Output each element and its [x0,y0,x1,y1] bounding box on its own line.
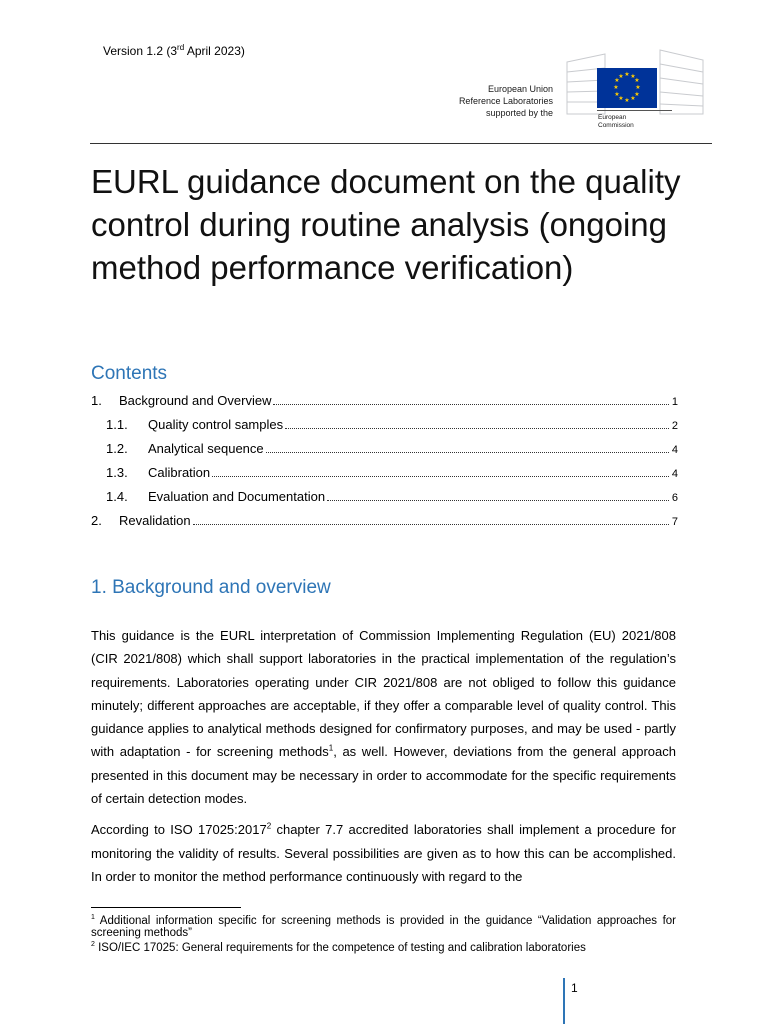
header-divider [90,143,712,144]
section-heading-background: 1. Background and overview [91,577,331,598]
toc-entry-quality-control-samples[interactable] [91,417,678,441]
svg-text:★: ★ [634,91,640,98]
affiliation-line: European Union [487,84,553,94]
affiliation-line: Reference Laboratories [458,96,553,106]
toc-entry-label: Analytical sequence [148,441,264,456]
toc-entry-label: Evaluation and Documentation [148,489,326,504]
toc-leader-dots [285,428,669,429]
document-version: Version 1.2 (3rd April 2023) [103,43,245,58]
toc-entry-page: 2 [671,420,678,432]
logo-text-line1: European [598,114,627,121]
toc-entry-evaluation[interactable] [91,489,678,513]
toc-entry-number: 1.4. [106,489,128,504]
body-paragraph: This guidance is the EURL interpretation of Commission Implementing Regulation (EU) 2021/808 (CIR 2021/808) which shall support laboratories in the practical implementation of the regulation’s requirements. Laboratories operating under CIR 2021/808 are not obliged to follow this guidance minutely; different approaches are acceptable, if they offer a comparable level of quality control. This guidance applies to analytical methods designed for confirmatory purposes, and may be used - partly with adaptation - for screening methods$^1$, as well. However, deviations from the general approach presented in this document may be necessary in order to accommodate for the specific requirements of certain detection modes. [91,628,676,807]
european-commission-logo [565,44,705,132]
toc-leader-dots [193,524,669,525]
svg-text:★: ★ [618,73,624,80]
toc-entry-page: 6 [671,492,678,504]
contents-heading: Contents [91,363,168,384]
footnotes [91,912,676,954]
body-paragraph: According to ISO 17025:2017$^2$ chapter 7.7 accredited laboratories shall implement a procedure for monitoring the validity of results. Several possibilities are given as to how this can be accomplished. In order to monitor the method performance continuously with regard to the [91,822,676,884]
footnote-separator [91,907,241,908]
toc-entry-label: Revalidation [119,513,191,528]
toc-entry-page: 7 [671,516,678,528]
toc-entry-revalidation[interactable] [91,513,678,537]
toc-entry-label: Background and Overview [119,393,272,408]
table-of-contents [91,393,678,537]
toc-entry-calibration[interactable] [91,465,678,489]
footnote-1: $^1$ Additional information specific for screening methods is provided in the guidance “Validation approaches for screening methods” [91,914,676,939]
footnote-ref[interactable]: 1 [328,744,334,754]
svg-text:★: ★ [618,95,624,102]
affiliation-line: supported by the [485,108,553,118]
svg-text:★: ★ [630,73,636,80]
toc-entry-analytical-sequence[interactable] [91,441,678,465]
svg-text:★: ★ [624,97,630,104]
toc-entry-number: 1. [91,393,102,408]
toc-entry-page: 4 [671,444,678,456]
toc-entry-label: Quality control samples [148,417,284,432]
page-number: 1 [571,981,578,995]
footnote-2: $^2$ ISO/IEC 17025: General requirements for the competence of testing and calibration laboratories [91,940,586,954]
footnote-ref[interactable]: 2 [266,822,272,832]
svg-text:★: ★ [624,71,630,78]
toc-entry-number: 1.2. [106,441,128,456]
toc-leader-dots [273,404,668,405]
svg-text:★: ★ [614,91,620,98]
svg-text:★: ★ [613,84,619,91]
toc-leader-dots [327,500,669,501]
toc-leader-dots [266,452,669,453]
toc-entry-label: Calibration [148,465,211,480]
toc-entry-number: 1.1. [106,417,128,432]
svg-text:★: ★ [635,84,641,91]
toc-leader-dots [212,476,669,477]
toc-entry-number: 1.3. [106,465,128,480]
document-title: EURL guidance document on the quality control during routine analysis (ongoing method performance verification) [91,163,681,286]
svg-text:★: ★ [634,77,640,84]
logo-text-line2: Commission [598,122,634,129]
page-number-bar [563,978,565,1024]
toc-entry-page: 4 [671,468,678,480]
toc-entry-page: 1 [671,396,678,408]
svg-text:★: ★ [614,77,620,84]
toc-entry-number: 2. [91,513,102,528]
toc-entry-background[interactable] [91,393,678,417]
eurl-affiliation-text [459,83,553,119]
logo-divider [597,110,672,111]
svg-text:★: ★ [630,95,636,102]
section-body [91,624,676,896]
